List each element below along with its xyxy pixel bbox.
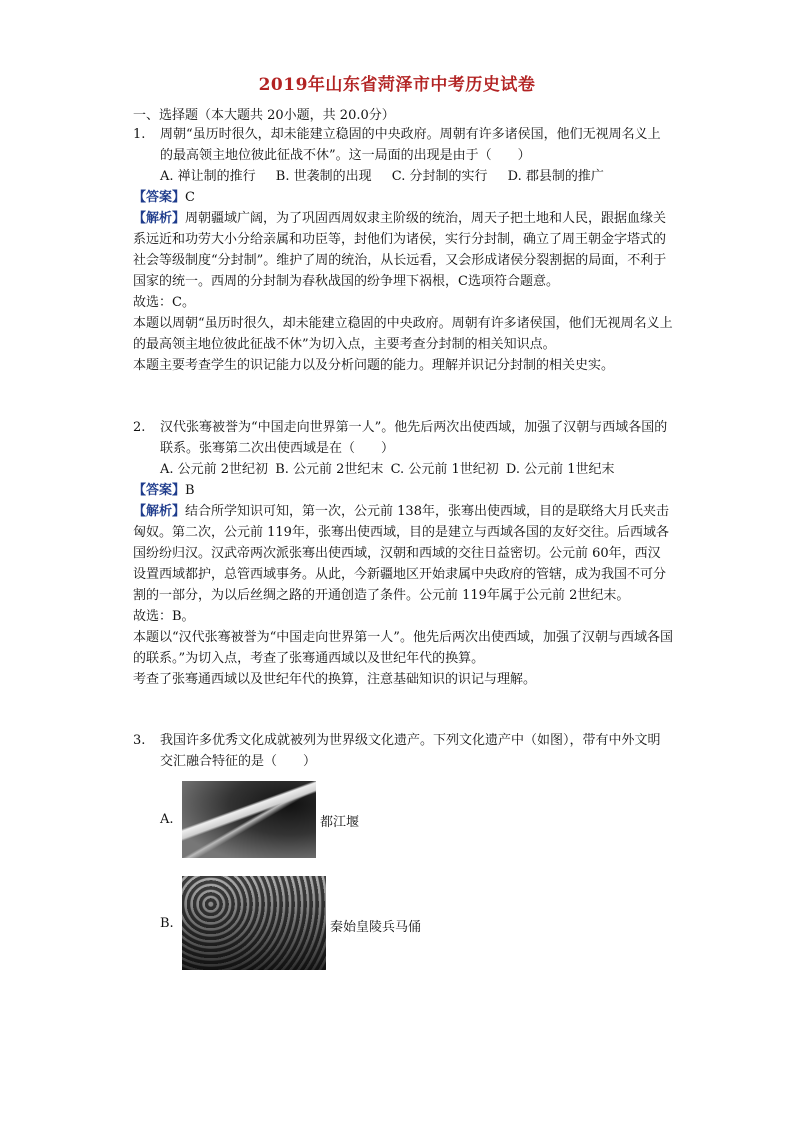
option-c: C. 公元前 1世纪初 <box>390 462 499 477</box>
dujiangyan-photo <box>182 781 316 858</box>
page-title: 2019年山东省菏泽市中考历史试卷 <box>258 75 536 95</box>
option-caption: 都江堰 <box>320 815 360 830</box>
question-stem: 周朝“虽历时很久，却未能建立稳固的中央政府。周朝有许多诸侯国，他们无视周名义上的最高领主地位彼此征战不休”。这一局面的出现是由于（ ） <box>160 127 661 163</box>
answer-block-1 <box>133 187 673 376</box>
note-2: 本题主要考查学生的识记能力以及分析问题的能力。理解并识记分封制的相关史实。 <box>133 358 615 373</box>
note-1: 本题以周朝“虽历时很久，却未能建立稳固的中央政府。周朝有许多诸侯国，他们无视周名义上的最高领主地位彼此征战不休”为切入点，主要考查分封制的相关知识点。 <box>133 316 673 352</box>
note-1: 本题以“汉代张骞被誉为“中国走向世界第一人”。他先后两次出使西域，加强了汉朝与西域各国的联系。”为切入点，考查了张骞通西域以及世纪年代的换算。 <box>133 630 673 666</box>
answer-block-2 <box>133 480 673 690</box>
option-caption: 秦始皇陵兵马俑 <box>330 920 422 935</box>
terracotta-army-photo <box>182 876 326 970</box>
question-2 <box>133 417 673 480</box>
options <box>160 166 673 187</box>
analysis-text: 周朝疆域广阔，为了巩固西周奴隶主阶级的统治，周天子把土地和人民，跟据血缘关系远近和功劳大小分给亲属和功臣等，封他们为诸侯，实行分封制，确立了周王朝金字塔式的社会等级制度“分封制”。维护了周的统治，从长远看，又会形成诸侯分裂割据的局面，不利于国家的统一。西周的分封制为春秋战国的纷争埋下祸根，C选项符合题意。 <box>133 211 667 289</box>
answer-tag: 【答案】 <box>133 190 186 205</box>
answer-tag: 【答案】 <box>133 483 186 498</box>
analysis-text: 结合所学知识可知，第一次，公元前 138年，张骞出使西域，目的是联络大月氏夹击匈奴。第二次，公元前 119年，张骞出使西域，目的是建立与西域各国的友好交往。后西域各国纷纷归汉。汉武帝两次派张骞出使西域，汉朝和西域的交往日益密切。公元前 60年，西汉设置西域都护，总管西域事务。从此，今新疆地区开始隶属中央政府的管辖，成为我国不可分割的一部分，为以后丝绸之路的开通创造了条件。公元前 119年属于公元前 2世纪末。 <box>133 504 669 603</box>
option-letter: B. <box>160 916 174 931</box>
question-1 <box>133 124 673 187</box>
choice-text: 故选：B。 <box>133 609 195 624</box>
note-2: 考查了张骞通西域以及世纪年代的换算，注意基础知识的识记与理解。 <box>133 672 537 687</box>
option-letter: A. <box>160 812 174 827</box>
question-number: 2. <box>133 420 146 435</box>
question-stem: 汉代张骞被誉为“中国走向世界第一人”。他先后两次出使西域，加强了汉朝与西域各国的联系。张骞第二次出使西域是在（ ） <box>160 420 668 456</box>
option-d: D. 郡县制的推广 <box>507 169 604 184</box>
question-stem: 我国许多优秀文化成就被列为世界级文化遗产。下列文化遗产中（如图），带有中外文明交汇融合特征的是（ ） <box>160 733 661 769</box>
option-d: D. 公元前 1世纪末 <box>505 462 615 477</box>
answer-value: C <box>185 190 195 205</box>
question-number: 1. <box>133 127 146 142</box>
option-b: B. 世袭制的出现 <box>275 169 372 184</box>
choice-text: 故选：C。 <box>133 295 195 310</box>
section-header: 一、选择题（本大题共 20小题，共 20.0分） <box>133 108 395 123</box>
analysis-tag: 【解析】 <box>133 504 186 519</box>
question-3 <box>133 730 673 772</box>
question-number: 3. <box>133 733 146 748</box>
option-c: C. 分封制的实行 <box>391 169 488 184</box>
analysis-tag: 【解析】 <box>133 211 186 226</box>
option-b: B. 公元前 2世纪末 <box>275 462 384 477</box>
option-a: A. 禅让制的推行 <box>160 169 256 184</box>
answer-value: B <box>185 483 195 498</box>
option-a: A. 公元前 2世纪初 <box>160 462 269 477</box>
options <box>160 459 673 480</box>
